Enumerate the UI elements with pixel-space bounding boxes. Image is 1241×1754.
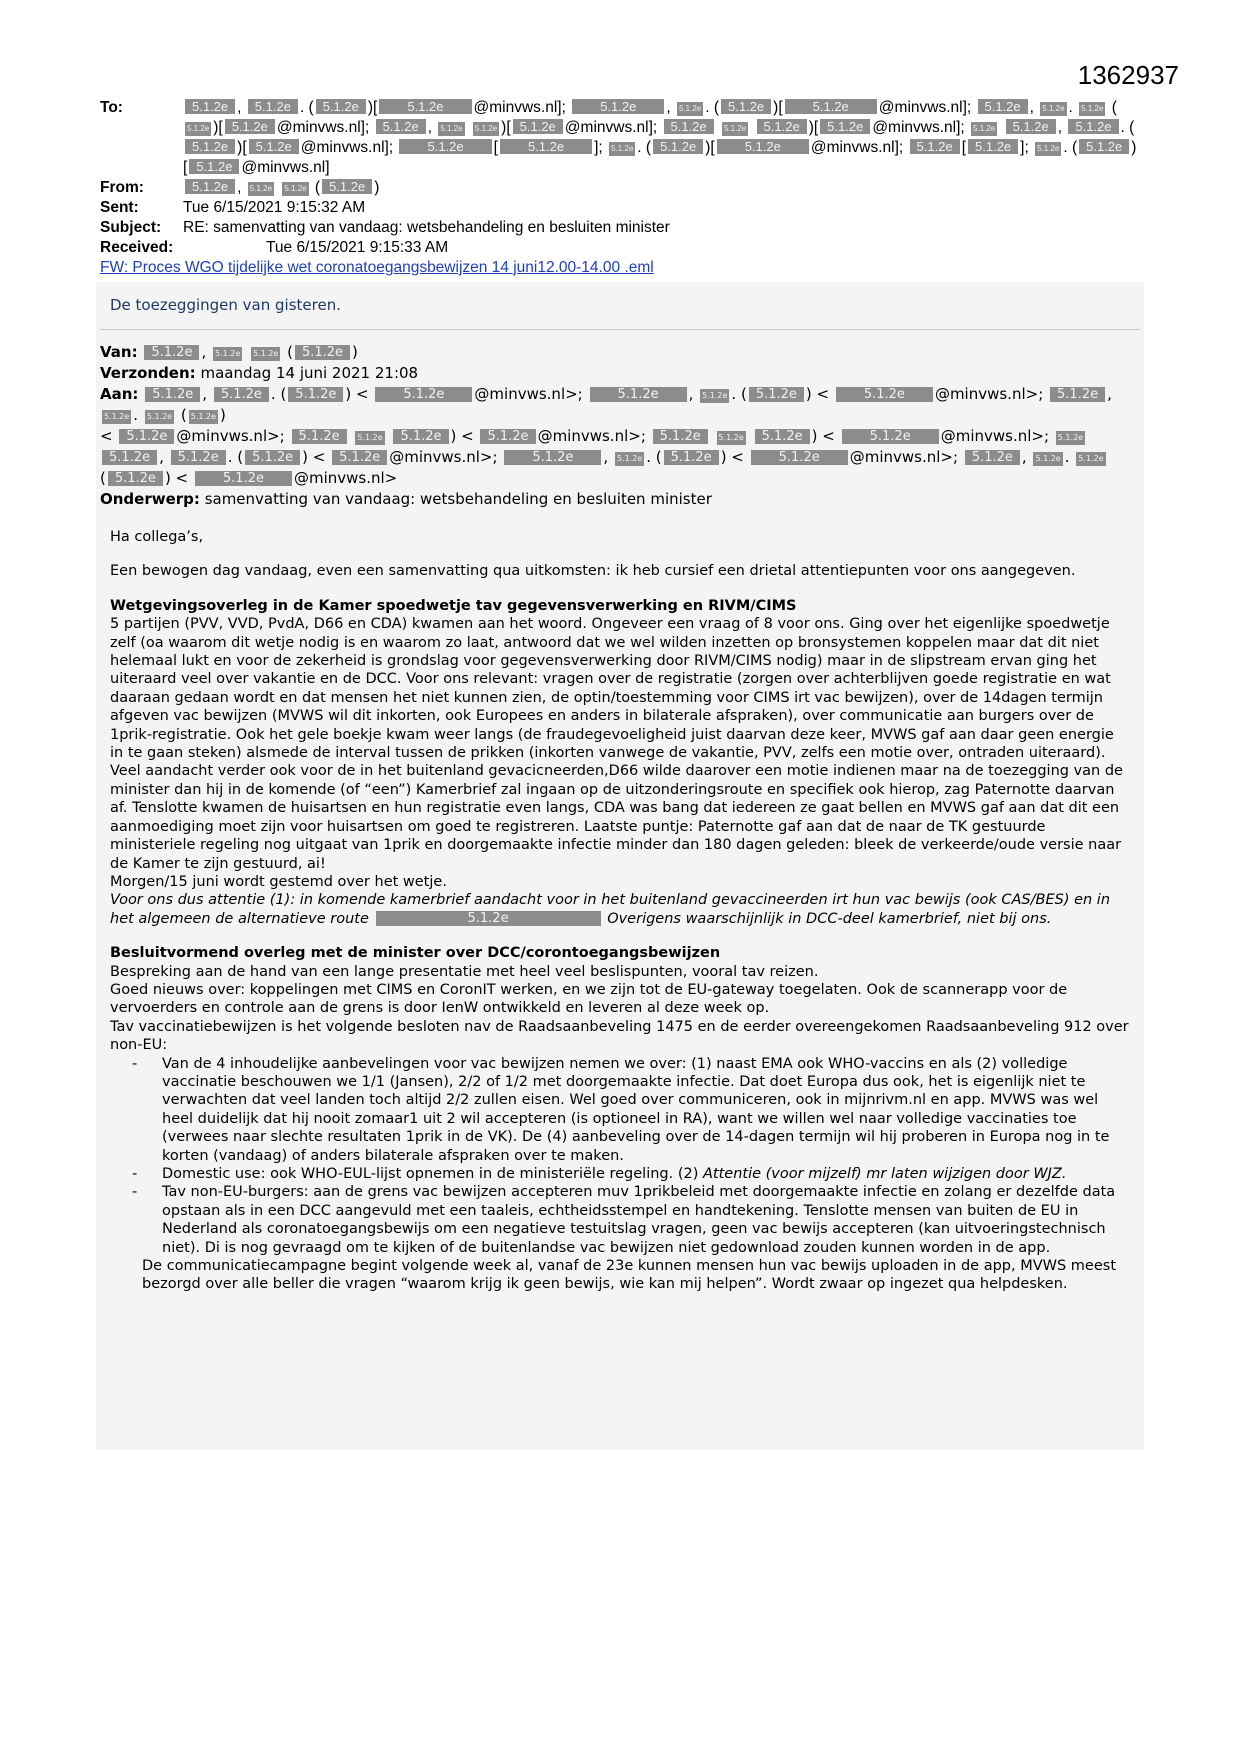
- redaction: 5.1.2e: [1079, 102, 1105, 116]
- redaction: 5.1.2e: [245, 450, 300, 465]
- email-domain: @minvws.nl>;: [537, 427, 646, 445]
- redaction: 5.1.2e: [968, 139, 1018, 154]
- onderwerp-row: [100, 489, 1130, 510]
- email-domain: @minvws.nl>;: [849, 448, 959, 466]
- message-body: [100, 296, 1130, 1294]
- redaction: 5.1.2e: [102, 450, 157, 465]
- redaction: 5.1.2e: [251, 347, 280, 361]
- redaction: 5.1.2e: [1050, 387, 1105, 402]
- redaction: 5.1.2e: [355, 431, 384, 445]
- sent-label: Sent:: [100, 199, 139, 216]
- section-1-paragraph-3: Morgen/15 juni wordt gestemd over het wetje.: [110, 873, 447, 890]
- redaction: 5.1.2e: [722, 122, 748, 136]
- email-domain: @minvws.nl];: [872, 119, 965, 136]
- email-domain: @minvws.nl]: [241, 159, 330, 176]
- redaction: 5.1.2e: [677, 102, 703, 116]
- redaction: 5.1.2e: [185, 122, 211, 136]
- to-label: To:: [100, 99, 123, 116]
- redaction: 5.1.2e: [842, 429, 939, 444]
- redaction: 5.1.2e: [102, 410, 131, 424]
- redaction: 5.1.2e: [653, 429, 708, 444]
- redaction: 5.1.2e: [717, 431, 746, 445]
- received-value: Tue 6/15/2021 9:15:33 AM: [266, 239, 449, 256]
- redaction: 5.1.2e: [572, 99, 664, 114]
- subject-label: Subject:: [100, 219, 162, 236]
- redaction: 5.1.2e: [664, 119, 714, 134]
- aan-row-4: ( 5.1.2e ) < 5.1.2e @minvws.nl>: [100, 469, 398, 487]
- email-domain: @minvws.nl];: [300, 139, 394, 156]
- redaction: 5.1.2e: [480, 429, 535, 444]
- section-1-paragraph-1: 5 partijen (PVV, VVD, PvdA, D66 en CDA) kwamen aan het woord. Ongeveer een vraag of 8 voor ons. Ging over het eigenlijke spoedwetje zelf (oa waarom dit wetje nodig is en waarom zo laat, antwoord dat we wel wilden inzetten op bronsystemen koppelen maar dat dit niet helemaal lukt en voor de zekerheid is grondslag voor gegevensverwerking door RIVM/CIMS nodig) maar in de slipstream ervan ging het uiteraard veel over vakantie en de DCC. Voor ons relevant: vragen over de registratie (zorgen over achterblijven goede registratie en wat daaraan gedaan wordt en dat mensen het niet kunnen zien, de optin/toestemming voor CIMS irt vac bewijzen), over de 14dagen termijn afgeven vac bewijzen (MVWS wil dit inkorten, ook Europees en anders in bilaterale afspraken), over communicatie aan burgers over de 1prik-registratie. Ook het gele boekje kwam weer langs (de fraudegevoeligheid juist daarvan deze keer, MVWS gaf aan daar geen energie in te gaan steken) alsmede de interval tussen de prikken (inkorten vanwege de vakantie, PVV, zelfs een motie over, ontraden uiteraard).: [110, 616, 1114, 762]
- email-domain: @minvws.nl>;: [389, 448, 498, 466]
- email-domain: @minvws.nl>;: [934, 385, 1044, 403]
- aan-row: Aan: 5.1.2e , 5.1.2e . ( 5.1.2e ) < 5.1.2e @minvws.nl>; 5.1.2e , 5.1.2e . ( 5.1.2e ) < 5.1.2e @minvws.nl>; 5.1.2e , 5.1.2e . 5.1.2e ( 5.1.2e ): [100, 385, 1112, 424]
- section-2-title: Besluitvormend overleg met de minister over DCC/corontoegangsbewijzen: [110, 945, 721, 962]
- sent-row: [100, 198, 1140, 218]
- redaction: 5.1.2e: [785, 99, 877, 114]
- redaction: 5.1.2e: [282, 182, 308, 196]
- from-label: From:: [100, 179, 144, 196]
- section-1-attention: [110, 891, 1130, 928]
- aan-label: Aan:: [100, 385, 139, 403]
- closing-paragraph: De communicatiecampagne begint volgende week al, vanaf de 23e kunnen mensen hun vac bewijs uploaden in de app, MVWS meest bezorgd over alle beller die vragen “waarom krijg ik geen bewijs, wie kan mij helpen”. Wordt zwaar op ingezet qua helpdesken.: [142, 1258, 1117, 1293]
- redaction: 5.1.2e: [755, 429, 810, 444]
- redaction: 5.1.2e: [393, 429, 448, 444]
- greeting: Ha collega’s,: [110, 529, 204, 545]
- redaction: 5.1.2e: [1079, 139, 1129, 154]
- redaction: 5.1.2e: [376, 119, 426, 134]
- email-domain: @minvws.nl];: [276, 119, 370, 136]
- redaction: 5.1.2e: [213, 347, 242, 361]
- bullet-2-text: Domestic use: ook WHO-EUL-lijst opnemen in de ministeriële regeling. (2): [162, 1166, 699, 1182]
- received-row: [100, 238, 1140, 258]
- email-header: [100, 98, 1140, 278]
- redaction: 5.1.2e: [965, 450, 1020, 465]
- redaction: 5.1.2e: [185, 179, 235, 194]
- email-domain: @minvws.nl>;: [474, 385, 583, 403]
- redaction: 5.1.2e: [248, 182, 274, 196]
- verzonden-row: [100, 363, 1130, 384]
- subject-row: [100, 218, 1140, 238]
- redaction: 5.1.2e: [757, 119, 807, 134]
- redaction: 5.1.2e: [836, 387, 933, 402]
- redaction: 5.1.2e: [292, 429, 347, 444]
- email-domain: @minvws.nl>;: [176, 427, 285, 445]
- redaction: 5.1.2e: [910, 139, 960, 154]
- to-recipients: 5.1.2e , 5.1.2e . ( 5.1.2e )[ 5.1.2e @minvws.nl]; 5.1.2e , 5.1.2e . ( 5.1.2e )[ 5.1.2e @minvws.nl]; 5.1.2e , 5.1.2e . 5.1.2e (5.1.2e )[ 5.1.2e @minvws.nl]; 5.1.2e , 5.1.2e 5.1.2e )[ 5.1.2e @minvws.nl]; 5.1.2e 5.1.2e 5.1.2e )[ 5.1.2e @minvws.nl]; 5.1.2e 5.1.2e , 5.1.2e . (5.1.2e )[ 5.1.2e @minvws.nl]; 5.1.2e [ 5.1.2e ]; 5.1.2e . ( 5.1.2e )[ 5.1.2e @minvws.nl]; 5.1.2e [ 5.1.2e ]; 5.1.2e . ( 5.1.2e )[ 5.1.2e @minvws.nl]: [183, 99, 1137, 176]
- list-item: [162, 1165, 1130, 1183]
- redaction: 5.1.2e: [295, 345, 350, 360]
- aan-row-2: < 5.1.2e @minvws.nl>; 5.1.2e 5.1.2e 5.1.2e ) < 5.1.2e @minvws.nl>; 5.1.2e 5.1.2e 5.1.2e ) < 5.1.2e @minvws.nl>; 5.1.2e: [100, 427, 1084, 445]
- onderwerp-label: Onderwerp:: [100, 490, 200, 508]
- redaction: 5.1.2e: [189, 410, 218, 424]
- redaction: 5.1.2e: [751, 450, 848, 465]
- redaction: 5.1.2e: [653, 139, 703, 154]
- redaction: 5.1.2e: [316, 99, 366, 114]
- mail-content: [110, 528, 1130, 1294]
- sent-value: Tue 6/15/2021 9:15:32 AM: [183, 199, 366, 216]
- separator: [100, 329, 1140, 330]
- section-1-title: Wetgevingsoverleg in de Kamer spoedwetje tav gegevensverwerking en RIVM/CIMS: [110, 597, 797, 614]
- intro-paragraph: Een bewogen dag vandaag, even een samenvatting qua uitkomsten: ik heb cursief een drietal attentiepunten voor ons aangegeven.: [110, 563, 1076, 580]
- verzonden-value: maandag 14 juni 2021 21:08: [200, 364, 419, 382]
- redaction: 5.1.2e: [379, 99, 471, 114]
- spacer: [110, 928, 1130, 944]
- redaction: 5.1.2e: [214, 387, 269, 402]
- redaction: 5.1.2e: [820, 119, 870, 134]
- redaction: 5.1.2e: [473, 122, 499, 136]
- redaction: 5.1.2e: [1035, 142, 1061, 156]
- subject-value: RE: samenvatting van vandaag: wetsbehandeling en besluiten minister: [183, 219, 670, 236]
- redaction: 5.1.2e: [978, 99, 1028, 114]
- list-item: - Van de 4 inhoudelijke aanbevelingen voor vac bewijzen nemen we over: (1) naast EMA ook WHO-vaccins en als (2) volledige vaccinatie beschouwen we 1/1 (Jansen), 2/2 of 1/2 met doorgemaakte infectie. Dat doet Europa dus ook, het is eigenlijk niet te verwachten dat veel landen toch altijd 2/2 zullen eisen. Wel goed over communiceren, ook in mijnrivm.nl en app. MVWS was wel heel duidelijk dat hij nooit zomaar1 uit 2 wil accepteren (is optioneel in RA), want we willen wel naar volledige vaccinaties toe (verwees naar slechte resultaten 1prik in de VK). De (4) aanbeveling over de 14-dagen termijn wil hij proberen in Europa nog in te korten (vandaag) of anders bilaterale afspraken over te maken.: [162, 1055, 1130, 1165]
- email-domain: @minvws.nl];: [810, 139, 904, 156]
- redaction: 5.1.2e: [1006, 119, 1056, 134]
- redaction: 5.1.2e: [717, 139, 809, 154]
- redaction: 5.1.2e: [108, 471, 163, 486]
- section-2-paragraph-2: Goed nieuws over: koppelingen met CIMS en CoronIT werken, en we zijn tot de EU-gateway toegelaten. Ook de scannerapp voor de vervoerders en controle aan de grens is door IenW ontwikkeld en leveren al deze week op.: [110, 981, 1068, 1017]
- to-row: [100, 98, 1140, 178]
- redaction: 5.1.2e: [288, 387, 343, 402]
- email-domain: @minvws.nl];: [473, 99, 566, 116]
- redaction: 5.1.2e: [700, 389, 729, 403]
- list-item: - Tav non-EU-burgers: aan de grens vac bewijzen accepteren muv 1prikbeleid met doorgemaakte infectie en zolang er dezelfde data opstaan als in een DCC aangevuld met een taaleis, echtheidsstempel en handtekening. Tenslotte mensen van buiten de EU in Nederland als coronatoegangsbewijs om een negatieve testuitslag vragen, geen vac bewijs accepteren (kan uitvoeringstechnisch niet). Di is nog gevraagd om te kijken of de buitenlandse vac bewijzen niet gedownload zouden kunnen worden in de app.: [162, 1183, 1130, 1257]
- redaction: 5.1.2e: [1056, 431, 1085, 445]
- from-row: [100, 178, 1140, 198]
- email-domain: @minvws.nl];: [564, 119, 658, 136]
- redaction: 5.1.2e: [513, 119, 563, 134]
- redaction: 5.1.2e: [249, 139, 299, 154]
- section-1-paragraph-2: Veel aandacht verder ook voor de in het buitenland gevacicneerden,D66 wilde daarover een motie indienen maar na de toezegging van de minister dan hij in de komende (of “een”) Kamerbrief zal ingaan op de uitzonderingsroute en specifiek ook hierop, zag Paternotte daarvan af. Tenslotte kwamen de huisartsen en hun registratie even langs, CDA was bang dat iedereen ze gaat bellen en MVWS gaf aan dat dit een aanmoediging moet zijn voor huisartsen om goed te registreren. Laatste puntje: Paternotte gaf aan dat de naar de TK gestuurde ministeriele regeling nog uitgaat van 1prik en doorgemaakte infectie minder dan 180 dagen geleden: bleek de verkeerde/oude versie naar de Kamer te zijn gestuurd, ai!: [110, 763, 1123, 872]
- redaction: 5.1.2e: [185, 99, 235, 114]
- decision-list: [110, 1055, 1130, 1257]
- document-number: 1362937: [1077, 60, 1179, 90]
- from-value: 5.1.2e , 5.1.2e 5.1.2e ( 5.1.2e ): [183, 178, 1140, 198]
- redaction: 5.1.2e: [615, 452, 644, 466]
- van-row: Van: 5.1.2e , 5.1.2e 5.1.2e ( 5.1.2e ): [100, 343, 358, 361]
- reply-intro: De toezeggingen van gisteren.: [110, 296, 341, 314]
- redaction: 5.1.2e: [1033, 452, 1062, 466]
- redaction: 5.1.2e: [225, 119, 275, 134]
- verzonden-label: Verzonden:: [100, 364, 196, 382]
- redaction: 5.1.2e: [1040, 102, 1066, 116]
- redaction: 5.1.2e: [195, 471, 292, 486]
- attention-text-b: Overigens waarschijnlijk in DCC-deel kamerbrief, niet bij ons.: [607, 910, 1052, 927]
- redaction: 5.1.2e: [145, 410, 174, 424]
- redaction: 5.1.2e: [322, 179, 372, 194]
- redaction: 5.1.2e: [609, 142, 635, 156]
- redaction: 5.1.2e: [664, 450, 719, 465]
- forwarded-header: [100, 342, 1130, 510]
- redaction: 5.1.2e: [500, 139, 592, 154]
- aan-row-3: 5.1.2e , 5.1.2e . ( 5.1.2e ) < 5.1.2e @minvws.nl>; 5.1.2e , 5.1.2e . ( 5.1.2e ) < 5.1.2e @minvws.nl>; 5.1.2e , 5.1.2e . 5.1.2e: [100, 447, 1130, 468]
- redaction: 5.1.2e: [1076, 452, 1105, 466]
- redaction: 5.1.2e: [749, 387, 804, 402]
- redaction: 5.1.2e: [376, 911, 601, 926]
- bullet-2-attention: Attentie (voor mijzelf) mr laten wijzigen door WJZ.: [703, 1166, 1067, 1182]
- email-domain: @minvws.nl];: [878, 99, 972, 116]
- redaction: 5.1.2e: [119, 429, 174, 444]
- email-domain: @minvws.nl>: [293, 469, 398, 487]
- section-2-paragraph-1: Bespreking aan de hand van een lange presentatie met heel veel beslispunten, vooral tav reizen.: [110, 963, 819, 980]
- redaction: 5.1.2e: [332, 450, 387, 465]
- redaction: 5.1.2e: [171, 450, 226, 465]
- attachment-link[interactable]: FW: Proces WGO tijdelijke wet coronatoegangsbewijzen 14 juni12.00-14.00 .eml: [100, 259, 654, 276]
- redaction: 5.1.2e: [721, 99, 771, 114]
- email-domain: @minvws.nl>;: [940, 427, 1050, 445]
- redaction: 5.1.2e: [189, 159, 239, 174]
- redaction: 5.1.2e: [144, 345, 199, 360]
- redaction: 5.1.2e: [590, 387, 687, 402]
- redaction: 5.1.2e: [399, 139, 491, 154]
- redaction: 5.1.2e: [145, 387, 200, 402]
- redaction: 5.1.2e: [1068, 119, 1118, 134]
- onderwerp-value: samenvatting van vandaag: wetsbehandeling en besluiten minister: [204, 490, 712, 508]
- attention-text-a: Voor ons dus attentie (1): in komende kamerbrief aandacht voor in het buitenland gevaccineerden irt hun vac bewijs (ook CAS/BES) en in het algemeen de alternatieve route: [110, 892, 1111, 927]
- redaction: 5.1.2e: [438, 122, 464, 136]
- section-2-paragraph-3: Tav vaccinatiebewijzen is het volgende besloten nav de Raadsaanbeveling 1475 en de eerder overeengekomen Raadsaanbeveling 912 over non-EU:: [110, 1018, 1129, 1054]
- redaction: 5.1.2e: [971, 122, 997, 136]
- redaction: 5.1.2e: [248, 99, 298, 114]
- received-label: Received:: [100, 239, 174, 256]
- redaction: 5.1.2e: [375, 387, 472, 402]
- redaction: 5.1.2e: [185, 139, 235, 154]
- redaction: 5.1.2e: [504, 450, 601, 465]
- van-label: Van:: [100, 343, 138, 361]
